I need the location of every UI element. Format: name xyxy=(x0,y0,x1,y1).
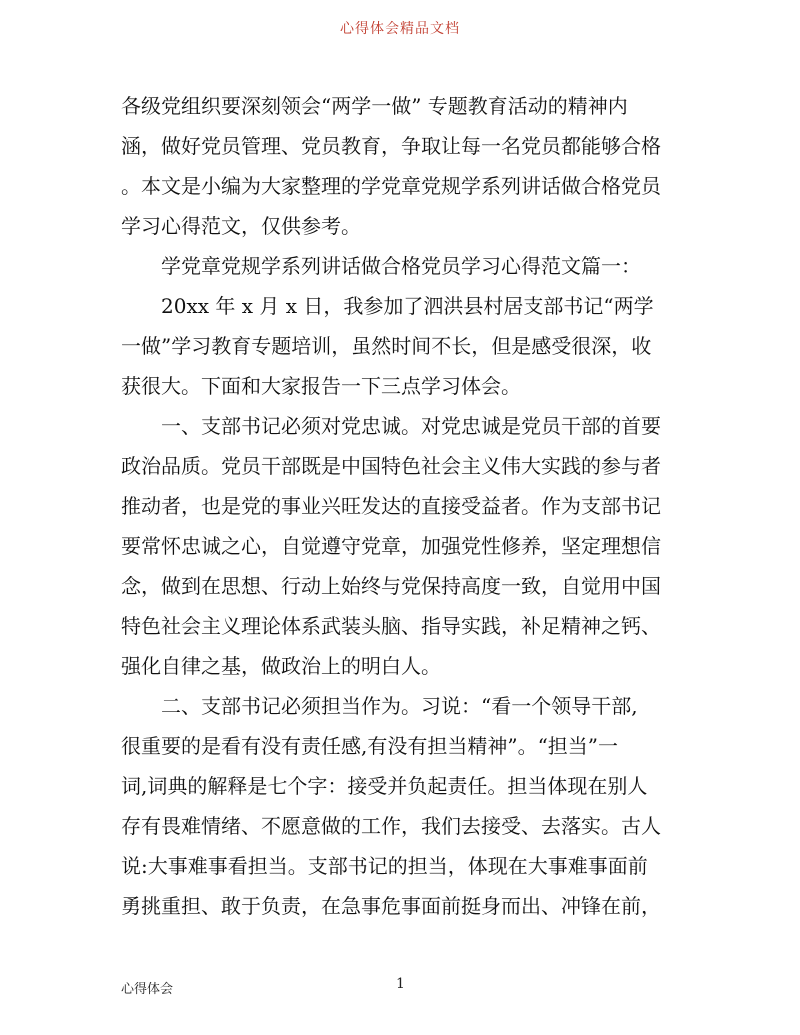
text-line: 存有畏难情绪、不愿意做的工作，我们去接受、去落实。古人 xyxy=(121,814,661,838)
page-header-title: 心得体会精品文档 xyxy=(340,21,460,37)
text-line: 念，做到在思想、行动上始终与党保持高度一致，自觉用中国 xyxy=(121,574,661,598)
text-line: 词,词典的解释是七个字：接受并负起责任。担当体现在别人 xyxy=(121,774,648,798)
text-line: 各级党组织要深刻领会“两学一做” 专题教育活动的精神内 xyxy=(121,94,628,118)
text-line: 特色社会主义理论体系武装头脑、指导实践，补足精神之钙、 xyxy=(121,614,661,638)
text-line: 涵，做好党员管理、党员教育，争取让每一名党员都能够合格 xyxy=(121,134,661,158)
text-line: 一、支部书记必须对党忠诚。对党忠诚是党员干部的首要 xyxy=(161,414,661,438)
page-number: 1 xyxy=(396,976,405,992)
text-line: 勇挑重担、敢于负责，在急事危事面前挺身而出、冲锋在前， xyxy=(121,894,661,918)
text-line: 说:大事难事看担当。支部书记的担当，体现在大事难事面前 xyxy=(121,854,648,878)
section-heading: 学党章党规学系列讲话做合格党员学习心得范文篇一： xyxy=(161,254,641,278)
text-line: 要常怀忠诚之心，自觉遵守党章，加强党性修养，坚定理想信 xyxy=(121,534,661,558)
text-line: 20xx 年 x 月 x 日，我参加了泗洪县村居支部书记“两学 xyxy=(161,294,654,318)
text-line: 政治品质。党员干部既是中国特色社会主义伟大实践的参与者 xyxy=(121,454,661,478)
text-line: 一做”学习教育专题培训，虽然时间不长，但是感受很深，收 xyxy=(121,334,652,358)
text-line: 很重要的是看有没有责任感,有没有担当精神”。“担当”一 xyxy=(121,734,619,758)
text-line: 强化自律之基，做政治上的明白人。 xyxy=(121,654,441,678)
text-line: 获很大。下面和大家报告一下三点学习体会。 xyxy=(121,374,521,398)
document-body xyxy=(121,86,681,926)
text-line: 推动者，也是党的事业兴旺发达的直接受益者。作为支部书记 xyxy=(121,494,661,518)
footer-label: 心得体会 xyxy=(121,982,174,997)
text-line: 学习心得范文，仅供参考。 xyxy=(121,214,361,238)
text-line: 。本文是小编为大家整理的学党章党规学系列讲话做合格党员 xyxy=(121,174,661,198)
text-line: 二、支部书记必须担当作为。习说：“看一个领导干部, xyxy=(161,694,638,718)
